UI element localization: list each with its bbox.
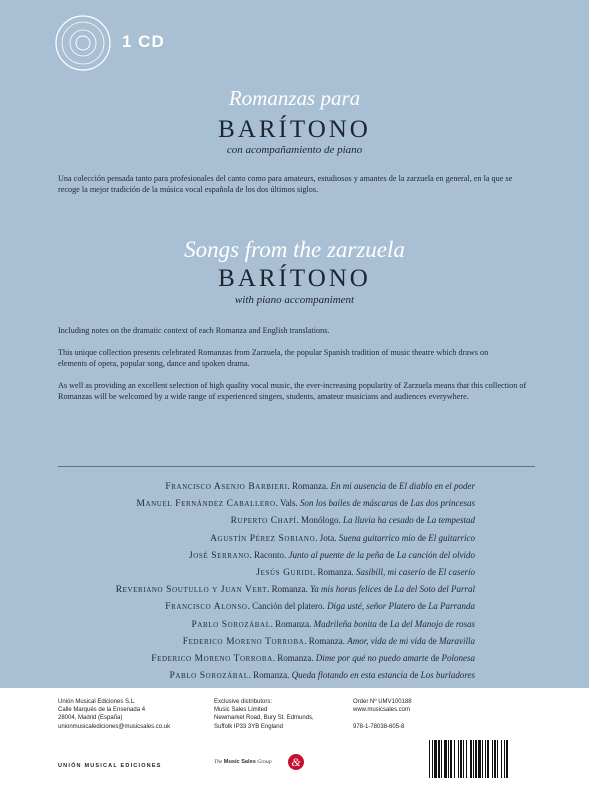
- english-paragraph-3: [58, 380, 538, 402]
- publisher-address: [58, 698, 170, 731]
- english-title: BARÍTONO: [218, 265, 371, 292]
- song-genre: . Vals.: [275, 498, 298, 509]
- address-line: Exclusive distributors:: [214, 699, 273, 705]
- composer-name: Federico Moreno Torroba: [151, 654, 273, 665]
- english-paragraph-line: elements of opera, popular song, dance and spoken drama.: [58, 359, 250, 368]
- composer-name: José Serrano: [188, 550, 250, 561]
- work-title: La tempestad: [426, 515, 475, 526]
- address-line: Calle Marqués de la Ensenada 4: [58, 707, 146, 714]
- song-title: Ya mis horas felices: [310, 584, 382, 595]
- group-name: Music Sales: [223, 759, 256, 765]
- song-entry: [58, 564, 475, 581]
- song-title: Diga usté, señor Platero: [327, 601, 416, 612]
- song-genre: . Romanza.: [287, 481, 329, 491]
- english-paragraph-2: [58, 347, 538, 369]
- song-entry: [58, 547, 475, 564]
- song-title: Amor, vida de mi vida: [347, 635, 426, 646]
- address-line: 28004, Madrid (España): [58, 715, 123, 722]
- composer-name: Ruperto Chapí: [230, 516, 297, 527]
- work-title: Las dos princesas: [410, 498, 475, 509]
- repertoire-list: [58, 478, 475, 684]
- order-info: [353, 698, 412, 731]
- composer-name: Francisco Asenjo Barbieri: [165, 482, 288, 492]
- spanish-paragraph-line: Una colección pensada tanto para profesionales del canto como para amateurs, estudiosos y amantes de la zarzuela en general, en la que se: [58, 174, 513, 183]
- song-title: Queda flotando en esta estancia: [291, 670, 408, 681]
- work-title: El diablo en el poder: [399, 481, 475, 491]
- svg-text:&: &: [291, 755, 301, 769]
- composer-name: Jesús Guridi: [256, 568, 313, 579]
- distributor-address: [214, 698, 314, 731]
- work-title: La Parranda: [428, 601, 475, 612]
- song-entry: [58, 650, 475, 667]
- song-title: Suena guitarrico mío: [338, 532, 416, 543]
- song-connector: de: [417, 601, 426, 612]
- address-line: Music Sales Limited: [214, 707, 268, 714]
- song-connector: de: [388, 481, 397, 491]
- song-entry: [58, 667, 475, 684]
- song-title: Dime por qué no puedo amarte: [315, 653, 429, 664]
- song-genre: . Romanza.: [313, 567, 354, 578]
- composer-name: Manuel Fernández Caballero: [136, 499, 276, 510]
- spanish-paragraph-line: recoge la mejor tradición de la música vocal española de los dos últimos siglos.: [58, 185, 319, 194]
- song-connector: de: [409, 670, 419, 681]
- ampersand-logo-icon: [288, 754, 304, 770]
- song-connector: de: [427, 567, 436, 578]
- english-subtitle: with piano accompaniment: [234, 294, 355, 306]
- song-genre: . Monólogo.: [296, 515, 341, 526]
- song-title: Sasibill, mi caserío: [356, 567, 426, 578]
- section-divider: [58, 466, 535, 467]
- isbn: 978-1-78038-605-8: [353, 723, 405, 730]
- address-line: Suffolk IP33 3YB England: [214, 723, 283, 730]
- work-title: El caserío: [438, 567, 475, 578]
- composer-name: Pablo Sorozábal: [169, 671, 249, 682]
- footer-bar: [0, 688, 589, 787]
- address-line: Unión Musical Ediciones S.L.: [58, 699, 136, 705]
- work-title: Polonesa: [441, 653, 475, 664]
- song-connector: de: [379, 618, 388, 629]
- work-title: La del Manojo de rosas: [389, 618, 475, 629]
- song-genre: . Romanza.: [272, 653, 314, 664]
- song-connector: de: [428, 635, 437, 646]
- song-entry: [58, 598, 475, 615]
- address-line: Newmarket Road, Bury St. Edmunds,: [214, 715, 314, 722]
- song-title: Junto al puente de la peña: [288, 549, 384, 560]
- work-title: El guitarrico: [428, 532, 475, 543]
- song-connector: de: [430, 653, 440, 664]
- song-genre: . Raconto.: [249, 549, 287, 560]
- english-script-title: Songs from the zarzuela: [184, 237, 405, 262]
- spanish-title: BARÍTONO: [218, 116, 371, 143]
- english-intro: Including notes on the dramatic context of each Romanza and English translations.: [58, 326, 330, 335]
- work-title: La canción del olvido: [396, 549, 475, 560]
- song-entry: [58, 616, 475, 633]
- work-title: La del Soto del Parral: [394, 584, 475, 595]
- group-suffix: Group: [257, 759, 272, 765]
- composer-name: Francisco Alonso: [165, 602, 248, 613]
- song-entry: [58, 530, 475, 547]
- work-title: Maravilla: [439, 635, 475, 646]
- song-entry: [58, 633, 475, 650]
- song-entry: [58, 512, 475, 529]
- spacer-line: [353, 714, 412, 722]
- publisher-logo: UNIÓN MUSICAL EDICIONES: [58, 763, 162, 769]
- group-prefix: The: [214, 759, 223, 765]
- song-genre: . Romanza.: [248, 670, 290, 681]
- cd-disc-icon: [54, 14, 112, 72]
- composer-name: Agustín Pérez Soriano: [210, 533, 316, 544]
- website: www.musicsales.com: [353, 707, 411, 714]
- song-connector: de: [399, 498, 409, 509]
- song-entry: [58, 581, 475, 598]
- spanish-subtitle: con acompañamiento de piano: [226, 144, 363, 156]
- song-entry: [58, 495, 475, 512]
- song-genre: . Jota.: [315, 532, 337, 543]
- english-paragraph-line: As well as providing an excellent selection of high quality vocal music, the ever-increasing popularity of Zarzuela means that this collection of: [58, 381, 527, 390]
- song-connector: de: [383, 584, 393, 595]
- order-number: Order Nº UMV100188: [353, 699, 412, 705]
- song-title: Son los bailes de máscaras: [299, 498, 398, 509]
- song-genre: . Romanza.: [304, 635, 345, 646]
- spanish-paragraph: [58, 173, 538, 195]
- composer-name: Reveriano Soutullo y Juan Vert: [115, 585, 268, 596]
- spanish-script-title: Romanzas para: [228, 86, 361, 110]
- english-paragraph-line: Romanzas will be welcomed by a wide range of experienced singers, students, amateur musicians and audiences everywhere.: [58, 392, 469, 401]
- barcode-icon: [428, 740, 531, 778]
- publisher-email: unionmusicalediciones@musicsales.co.uk: [58, 723, 171, 730]
- distributor-logo: [214, 754, 334, 772]
- song-genre: . Canción del platero.: [247, 601, 325, 612]
- english-paragraph-line: This unique collection presents celebrated Romanzas from Zarzuela, the popular Spanish tradition of music theatre which draws on: [58, 348, 489, 357]
- song-title: La lluvia ha cesado: [343, 515, 414, 526]
- song-genre: . Romanza.: [267, 584, 308, 595]
- composer-name: Pablo Sorozábal: [191, 619, 271, 630]
- work-title: Los burladores: [420, 670, 475, 681]
- song-title: En mi ausencia: [330, 481, 386, 491]
- group-logo-text: [214, 758, 272, 766]
- song-genre: . Romanza.: [270, 618, 312, 629]
- composer-name: Federico Moreno Torroba: [182, 636, 305, 647]
- cd-badge-label: 1 CD: [122, 32, 165, 51]
- song-connector: de: [386, 549, 395, 560]
- song-connector: de: [416, 515, 425, 526]
- song-connector: de: [417, 532, 426, 543]
- song-entry: [58, 478, 475, 495]
- song-title: Madrileña bonita: [313, 618, 377, 629]
